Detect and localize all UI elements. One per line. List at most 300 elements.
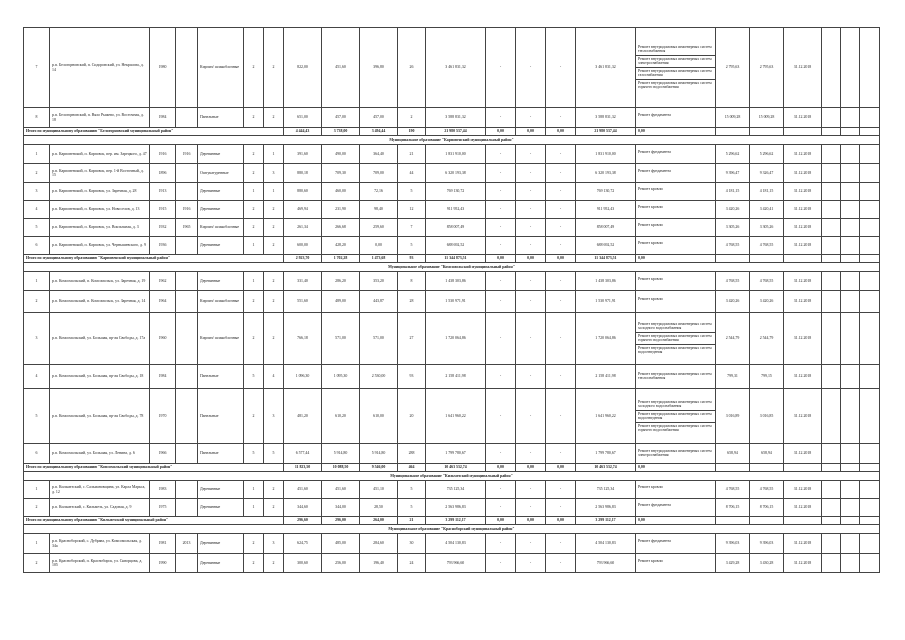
address-cell: р.п. Красноборский, п. Красноборск, ул. Скворцова, д. 105 xyxy=(50,554,150,573)
municipality-title: Муниципальное образование "Карповенский муниципальный район" xyxy=(24,136,880,145)
total-value-cell: 21 980 537,44 xyxy=(576,128,636,136)
owners-funds-cell: 1 720 064,86 xyxy=(576,313,636,365)
empty-cell xyxy=(750,517,784,525)
row-number: 1 xyxy=(24,145,50,164)
cost-cell: 2 158 411,98 xyxy=(426,365,486,389)
entrances-cell: 2 xyxy=(264,237,284,255)
budget-federal-cell: - xyxy=(486,481,516,499)
total-value-cell: 1 473,68 xyxy=(360,255,398,263)
empty-cell xyxy=(822,145,841,164)
budget-local-cell: - xyxy=(546,444,576,464)
residential-area-cell: 428,20 xyxy=(322,237,360,255)
owned-area-cell: 457,00 xyxy=(360,108,398,128)
year-repair-cell xyxy=(176,164,198,183)
total-value-cell: 0,00 xyxy=(486,255,516,263)
table-row xyxy=(24,201,880,219)
row-number: 2 xyxy=(24,554,50,573)
owners-funds-cell: 6 320 193,38 xyxy=(576,164,636,183)
owners-funds-cell: 2 563 986,83 xyxy=(576,499,636,517)
empty-cell xyxy=(822,28,841,108)
residents-cell: 5 xyxy=(398,499,426,517)
wall-material-cell: Деревянные xyxy=(198,272,244,291)
owners-funds-cell: 1 799 780,67 xyxy=(576,444,636,464)
address-cell: р.п. Карповенский, п. Карповск, ул. Чернышевского, д. 9 xyxy=(50,237,150,255)
floors-cell: 2 xyxy=(244,219,264,237)
budget-local-cell: - xyxy=(546,28,576,108)
empty-cell xyxy=(841,219,860,237)
work-type-item: Ремонт внутридомовых инженерных систем холодного водоснабжения xyxy=(638,322,712,331)
empty-cell xyxy=(822,554,841,573)
unit-cost-cell: 4 181,15 xyxy=(716,183,750,201)
empty-cell xyxy=(784,517,822,525)
row-number: 5 xyxy=(24,389,50,444)
budget-federal-cell: - xyxy=(486,534,516,554)
deadline-cell: 31.12.2018 xyxy=(784,534,822,554)
budget-federal-cell: - xyxy=(486,272,516,291)
work-type-item: Ремонт кровли xyxy=(638,205,663,209)
deadline-cell: 31.12.2018 xyxy=(784,365,822,389)
work-type-cell xyxy=(636,499,716,517)
total-value-cell: 11 823,50 xyxy=(284,464,322,472)
work-type-item: Ремонт внутридомовых инженерных систем электроснабжения xyxy=(638,449,712,458)
empty-cell xyxy=(860,517,880,525)
year-built-cell: 1990 xyxy=(150,554,176,573)
entrances-cell: 2 xyxy=(264,291,284,313)
owners-funds-cell: 1 641 960,22 xyxy=(576,389,636,444)
municipality-header-row xyxy=(24,263,880,272)
floors-cell: 2 xyxy=(244,554,264,573)
year-built-cell: 1916 xyxy=(150,145,176,164)
budget-federal-cell: - xyxy=(486,444,516,464)
floors-cell: 2 xyxy=(244,164,264,183)
cost-cell: 3 588 831,32 xyxy=(426,108,486,128)
empty-cell xyxy=(841,365,860,389)
year-built-cell: 1980 xyxy=(150,28,176,108)
year-repair-cell xyxy=(176,554,198,573)
work-type-item: Ремонт фундамента xyxy=(638,539,671,543)
budget-regional-cell: - xyxy=(516,554,546,573)
owners-funds-cell: 3 588 831,32 xyxy=(576,108,636,128)
year-repair-cell xyxy=(176,108,198,128)
total-area-cell: 344,60 xyxy=(284,499,322,517)
residential-area-cell: 266,68 xyxy=(322,219,360,237)
year-repair-cell xyxy=(176,313,198,365)
row-number: 8 xyxy=(24,108,50,128)
year-repair-cell xyxy=(176,183,198,201)
work-type-item: Ремонт внутридомовых инженерных систем горячего водоснабжения xyxy=(636,422,715,434)
max-unit-cost-cell: 3 430,28 xyxy=(750,554,784,573)
residential-area-cell: 451,60 xyxy=(322,28,360,108)
year-built-cell: 1936 xyxy=(150,237,176,255)
address-cell: р.п. Карповенский, п. Карповск, ул. Заречная, д. 28 xyxy=(50,183,150,201)
address-cell: р.п. Карповенский, п. Карповск, ул. Вокзальная, д. 3 xyxy=(50,219,150,237)
municipality-total-row xyxy=(24,517,880,525)
total-value-cell: 3 494,44 xyxy=(360,128,398,136)
table-row xyxy=(24,219,880,237)
unit-cost-cell: 5 296,62 xyxy=(716,145,750,164)
total-value-cell: 11 344 873,51 xyxy=(576,255,636,263)
unit-cost-cell: 799,31 xyxy=(716,365,750,389)
empty-cell xyxy=(822,183,841,201)
wall-material-cell: Деревянные xyxy=(198,183,244,201)
empty-cell xyxy=(822,389,841,444)
table-row xyxy=(24,389,880,444)
residential-area-cell: 344,00 xyxy=(322,499,360,517)
owners-funds-cell: 4 504 130,83 xyxy=(576,534,636,554)
budget-local-cell: - xyxy=(546,313,576,365)
budget-local-cell: - xyxy=(546,108,576,128)
budget-regional-cell: - xyxy=(516,108,546,128)
total-area-cell: 261,34 xyxy=(284,219,322,237)
total-area-cell: 6 577,44 xyxy=(284,444,322,464)
max-unit-cost-cell: 799,15 xyxy=(750,365,784,389)
owned-area-cell: 709,00 xyxy=(360,164,398,183)
row-number: 2 xyxy=(24,499,50,517)
municipality-title: Муниципальное образование "Комсомольский муниципальный район" xyxy=(24,263,880,272)
empty-cell xyxy=(750,128,784,136)
row-number: 1 xyxy=(24,481,50,499)
row-number: 6 xyxy=(24,237,50,255)
total-value-cell: 4 444,43 xyxy=(284,128,322,136)
budget-local-cell: - xyxy=(546,389,576,444)
floors-cell: 1 xyxy=(244,183,264,201)
entrances-cell: 2 xyxy=(264,108,284,128)
residential-area-cell: 286,20 xyxy=(322,272,360,291)
work-type-cell xyxy=(636,183,716,201)
total-zero-cell: 0,00 xyxy=(636,255,716,263)
total-value-cell: 264,00 xyxy=(360,517,398,525)
owners-funds-cell: 911 952,43 xyxy=(576,201,636,219)
work-type-item: Ремонт внутридомовых инженерных систем электроснабжения xyxy=(636,55,715,67)
budget-federal-cell: - xyxy=(486,183,516,201)
unit-cost-cell: 658,94 xyxy=(716,444,750,464)
work-type-item: Ремонт кровли xyxy=(638,485,663,489)
work-type-item: Ремонт внутридомовых инженерных систем теплоснабжения xyxy=(638,372,712,381)
residential-area-cell: 485,00 xyxy=(322,534,360,554)
floors-cell: 2 xyxy=(244,145,264,164)
residential-area-cell: 709,30 xyxy=(322,164,360,183)
max-unit-cost-cell: 4 768,55 xyxy=(750,481,784,499)
entrances-cell: 1 xyxy=(264,145,284,164)
budget-local-cell: - xyxy=(546,145,576,164)
owners-funds-cell: 769 130,72 xyxy=(576,183,636,201)
work-type-item: Ремонт кровли xyxy=(638,558,663,563)
empty-cell xyxy=(860,128,880,136)
empty-cell xyxy=(822,255,841,263)
entrances-cell: 2 xyxy=(264,219,284,237)
total-area-cell: 391,60 xyxy=(284,145,322,164)
wall-material-cell: Панельные xyxy=(198,444,244,464)
max-unit-cost-cell: 3 305,26 xyxy=(750,219,784,237)
empty-cell xyxy=(822,464,841,472)
total-value-cell: 10 463 532,74 xyxy=(426,464,486,472)
empty-cell xyxy=(822,128,841,136)
unit-cost-cell: 3 420,26 xyxy=(716,291,750,313)
municipality-title: Муниципальное образование "Красноборский муниципальный район" xyxy=(24,525,880,534)
unit-cost-cell: 2 795,63 xyxy=(716,28,750,108)
unit-cost-cell: 9 396,47 xyxy=(716,164,750,183)
table-row xyxy=(24,291,880,313)
residential-area-cell: 231,90 xyxy=(322,201,360,219)
owned-area-cell: 571,00 xyxy=(360,313,398,365)
year-built-cell: 1984 xyxy=(150,108,176,128)
total-label: Итого по муниципальному образованию "Карповенский муниципальный район" xyxy=(24,255,284,263)
year-built-cell: 1970 xyxy=(150,389,176,444)
residential-area-cell: 571,00 xyxy=(322,313,360,365)
cost-cell: 1 799 780,67 xyxy=(426,444,486,464)
row-number: 4 xyxy=(24,201,50,219)
deadline-cell: 31.12.2018 xyxy=(784,481,822,499)
row-number: 6 xyxy=(24,444,50,464)
empty-cell xyxy=(860,444,880,464)
row-number: 1 xyxy=(24,534,50,554)
residential-area-cell: 457,00 xyxy=(322,108,360,128)
work-type-cell xyxy=(636,481,716,499)
cost-cell: 1 831 910,00 xyxy=(426,145,486,164)
max-unit-cost-cell: 4 181,15 xyxy=(750,183,784,201)
deadline-cell: 31.12.2018 xyxy=(784,28,822,108)
total-area-cell: 451,60 xyxy=(284,481,322,499)
year-repair-cell xyxy=(176,481,198,499)
total-value-cell: 0,00 xyxy=(486,128,516,136)
cost-cell: 1 438 303,86 xyxy=(426,272,486,291)
work-type-cell xyxy=(636,444,716,464)
work-type-item: Ремонт внутридомовых инженерных систем холодного водоснабжения xyxy=(638,399,712,408)
work-type-item: Ремонт фундамента xyxy=(638,149,671,154)
wall-material-cell: Деревянные xyxy=(198,237,244,255)
budget-regional-cell: - xyxy=(516,183,546,201)
empty-cell xyxy=(860,481,880,499)
owners-funds-cell: 858 007,49 xyxy=(576,219,636,237)
entrances-cell: 3 xyxy=(264,389,284,444)
work-type-cell xyxy=(636,291,716,313)
work-type-cell xyxy=(636,145,716,164)
wall-material-cell: Деревянные xyxy=(198,145,244,164)
floors-cell: 2 xyxy=(244,389,264,444)
owned-area-cell: 443,87 xyxy=(360,291,398,313)
municipality-header-row xyxy=(24,525,880,534)
table-row xyxy=(24,481,880,499)
budget-local-cell: - xyxy=(546,219,576,237)
year-built-cell: 1932 xyxy=(150,219,176,237)
unit-cost-cell: 3 016,89 xyxy=(716,389,750,444)
year-built-cell: 1975 xyxy=(150,499,176,517)
empty-cell xyxy=(860,237,880,255)
deadline-cell: 31.12.2018 xyxy=(784,108,822,128)
empty-cell xyxy=(822,517,841,525)
work-type-cell xyxy=(636,313,716,365)
empty-cell xyxy=(860,201,880,219)
residents-cell: 93 xyxy=(398,365,426,389)
empty-cell xyxy=(716,128,750,136)
total-label: Итого по муниципальному образованию "Белогорновский муниципальный район" xyxy=(24,128,284,136)
total-area-cell: 880,60 xyxy=(284,183,322,201)
floors-cell: 1 xyxy=(244,237,264,255)
work-type-cell xyxy=(636,534,716,554)
year-repair-cell xyxy=(176,237,198,255)
max-unit-cost-cell: 9 396,03 xyxy=(750,534,784,554)
deadline-cell: 31.12.2018 xyxy=(784,444,822,464)
residential-area-cell: 610,20 xyxy=(322,389,360,444)
empty-cell xyxy=(860,389,880,444)
budget-federal-cell: - xyxy=(486,389,516,444)
budget-local-cell: - xyxy=(546,164,576,183)
total-value-cell: 0,00 xyxy=(546,517,576,525)
empty-cell xyxy=(841,108,860,128)
budget-regional-cell: - xyxy=(516,499,546,517)
budget-local-cell: - xyxy=(546,481,576,499)
table-row xyxy=(24,28,880,108)
wall-material-cell: Оштукатуренные xyxy=(198,164,244,183)
address-cell: р.п. Кильмезский, с. Кильмезь, ул. Садовая, д. 9 xyxy=(50,499,150,517)
floors-cell: 2 xyxy=(244,291,264,313)
max-unit-cost-cell: 3 420,26 xyxy=(750,291,784,313)
deadline-cell: 31.12.2018 xyxy=(784,291,822,313)
budget-regional-cell: - xyxy=(516,219,546,237)
work-type-item: Ремонт внутридомовых инженерных систем теплоснабжения xyxy=(638,45,712,54)
residents-cell: 2 xyxy=(398,108,426,128)
empty-cell xyxy=(841,554,860,573)
table-row xyxy=(24,554,880,573)
year-repair-cell xyxy=(176,499,198,517)
empty-cell xyxy=(841,534,860,554)
budget-local-cell: - xyxy=(546,291,576,313)
entrances-cell: 4 xyxy=(264,365,284,389)
residential-area-cell: 5 914,80 xyxy=(322,444,360,464)
row-number: 3 xyxy=(24,313,50,365)
budget-local-cell: - xyxy=(546,237,576,255)
empty-cell xyxy=(860,164,880,183)
municipality-header-row xyxy=(24,472,880,481)
residents-cell: 20 xyxy=(398,389,426,444)
wall-material-cell: Панельные xyxy=(198,389,244,444)
residents-cell: 5 xyxy=(398,237,426,255)
empty-cell xyxy=(841,28,860,108)
budget-regional-cell: - xyxy=(516,444,546,464)
address-cell: р.п. Комсомольский, п. Комсомольск, ул. Заречная, д. 14 xyxy=(50,291,150,313)
wall-material-cell: Деревянные xyxy=(198,499,244,517)
work-type-item: Ремонт фундамента xyxy=(638,503,671,507)
total-area-cell: 331,40 xyxy=(284,272,322,291)
work-type-item: Ремонт кровли xyxy=(638,276,663,281)
deadline-cell: 31.12.2018 xyxy=(784,145,822,164)
residential-area-cell: 490,00 xyxy=(322,145,360,164)
work-type-cell xyxy=(636,389,716,444)
entrances-cell: 2 xyxy=(264,272,284,291)
unit-cost-cell: 4 768,55 xyxy=(716,237,750,255)
owned-area-cell: 196,40 xyxy=(360,554,398,573)
empty-cell xyxy=(860,534,880,554)
empty-cell xyxy=(750,464,784,472)
address-cell: р.п. Белогорновский, п. Вяло Рыжево, ул. Восточная, д. 18 xyxy=(50,108,150,128)
empty-cell xyxy=(822,291,841,313)
unit-cost-cell: 3 429,28 xyxy=(716,554,750,573)
total-value-cell: 2 923,70 xyxy=(284,255,322,263)
wall-material-cell: Кирпич/ шлакоблочные xyxy=(198,219,244,237)
budget-local-cell: - xyxy=(546,554,576,573)
total-value-cell: 11 344 873,51 xyxy=(426,255,486,263)
residents-cell: 26 xyxy=(398,28,426,108)
row-number: 2 xyxy=(24,291,50,313)
entrances-cell: 5 xyxy=(264,444,284,464)
deadline-cell: 31.12.2018 xyxy=(784,499,822,517)
year-built-cell: 1966 xyxy=(150,444,176,464)
floors-cell: 5 xyxy=(244,444,264,464)
budget-federal-cell: - xyxy=(486,365,516,389)
empty-cell xyxy=(716,464,750,472)
cost-cell: 1 530 971,91 xyxy=(426,291,486,313)
budget-federal-cell: - xyxy=(486,313,516,365)
year-built-cell: 1984 xyxy=(150,365,176,389)
budget-federal-cell: - xyxy=(486,28,516,108)
empty-cell xyxy=(841,389,860,444)
budget-regional-cell: - xyxy=(516,164,546,183)
total-value-cell: 21 980 537,44 xyxy=(426,128,486,136)
work-type-item: Ремонт фундамента xyxy=(638,113,671,117)
year-repair-cell xyxy=(176,272,198,291)
empty-cell xyxy=(841,481,860,499)
budget-regional-cell: - xyxy=(516,389,546,444)
empty-cell xyxy=(750,255,784,263)
empty-cell xyxy=(860,464,880,472)
owned-area-cell: 610,00 xyxy=(360,389,398,444)
total-value-cell: 0,00 xyxy=(516,517,546,525)
empty-cell xyxy=(841,272,860,291)
budget-regional-cell: - xyxy=(516,201,546,219)
empty-cell xyxy=(860,313,880,365)
address-cell: р.п. Карповенский, п. Карповск, пер. 1-й Восточный, д. 15 xyxy=(50,164,150,183)
year-built-cell: 1913 xyxy=(150,183,176,201)
empty-cell xyxy=(841,291,860,313)
owned-area-cell: 72,16 xyxy=(360,183,398,201)
wall-material-cell: Деревянные xyxy=(198,534,244,554)
total-area-cell: 624,75 xyxy=(284,534,322,554)
total-area-cell: 766,18 xyxy=(284,313,322,365)
year-built-cell: 1964 xyxy=(150,291,176,313)
owned-area-cell: 396,80 xyxy=(360,28,398,108)
unit-cost-cell: 3 420,26 xyxy=(716,201,750,219)
residents-cell: 12 xyxy=(398,201,426,219)
empty-cell xyxy=(822,365,841,389)
work-type-cell xyxy=(636,219,716,237)
unit-cost-cell: 8 706,15 xyxy=(716,499,750,517)
empty-cell xyxy=(860,28,880,108)
budget-regional-cell: - xyxy=(516,291,546,313)
work-type-cell xyxy=(636,554,716,573)
work-type-cell xyxy=(636,272,716,291)
work-type-item: Ремонт кровли xyxy=(638,241,663,245)
floors-cell: 2 xyxy=(244,534,264,554)
work-type-cell xyxy=(636,365,716,389)
wall-material-cell: Деревянные xyxy=(198,481,244,499)
work-type-item: Ремонт внутридомовых инженерных систем водоотведения xyxy=(636,344,715,356)
entrances-cell: 1 xyxy=(264,183,284,201)
budget-local-cell: - xyxy=(546,183,576,201)
empty-cell xyxy=(784,255,822,263)
cost-cell: 769 130,72 xyxy=(426,183,486,201)
budget-regional-cell: - xyxy=(516,28,546,108)
total-value-cell: 21 xyxy=(398,517,426,525)
empty-cell xyxy=(822,444,841,464)
empty-cell xyxy=(841,237,860,255)
empty-cell xyxy=(841,517,860,525)
year-built-cell: 1962 xyxy=(150,272,176,291)
residents-cell: 7 xyxy=(398,219,426,237)
budget-local-cell: - xyxy=(546,201,576,219)
wall-material-cell: Панельные xyxy=(198,365,244,389)
empty-cell xyxy=(822,499,841,517)
owned-area-cell: 5 914,80 xyxy=(360,444,398,464)
